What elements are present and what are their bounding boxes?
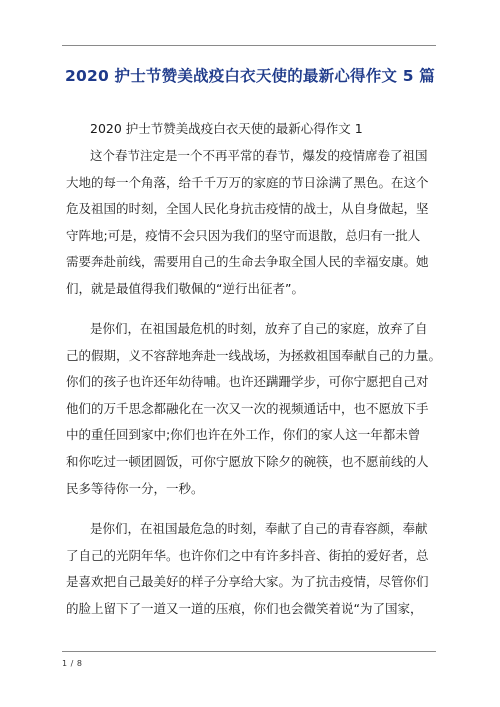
paragraph-line: 己的假期，义不容辞地奔赴一线战场，为拯救祖国奉献自己的力量。 <box>66 347 442 363</box>
footer-divider <box>62 651 436 652</box>
paragraph-line: 民多等待你一分，一秒。 <box>66 480 204 496</box>
paragraph <box>66 316 442 502</box>
paragraph-line: 了自己的光阴年华。也许你们之中有许多抖音、街拍的爱好者，总 <box>66 547 429 563</box>
paragraph-line: 守阵地;可是，疫情不会只因为我们的坚守而退散，总归有一批人 <box>66 227 421 243</box>
paragraph-line: 是喜欢把自己最美好的样子分享给大家。为了抗击疫情，尽管你们 <box>66 574 429 590</box>
paragraph-line: 中的重任回到家中;你们也许在外工作，你们的家人这一年都未曾 <box>66 427 421 443</box>
paragraph-line: 大地的每一个角落，给千千万万的家庭的节日涂满了黑色。在这个 <box>66 174 429 190</box>
header-divider <box>62 45 436 46</box>
paragraph-line: 需要奔赴前线，需要用自己的生命去争取全国人民的幸福安康。她 <box>66 254 429 270</box>
paragraph-line: 们，就是最值得我们敬佩的“逆行出征者”。 <box>66 280 304 296</box>
paragraph-line: 是你们，在祖国最危机的时刻，放弃了自己的家庭，放弃了自 <box>90 321 428 336</box>
page-number: 1 / 8 <box>62 659 83 668</box>
paragraph-line: 他们的万千思念都融化在一次又一次的视频通话中，也不愿放下手 <box>66 400 429 416</box>
paragraph-line: 你们的孩子也许还年幼待哺。也许还蹒跚学步，可你宁愿把自己对 <box>66 374 429 390</box>
paragraph-line: 和你吃过一顿团圆饭，可你宁愿放下除夕的碗筷，也不愿前线的人 <box>66 453 429 469</box>
section-heading: 2020 护士节赞美战疫白衣天使的最新心得作文 1 <box>90 121 363 136</box>
paragraph-line: 这个春节注定是一个不再平常的春节，爆发的疫情席卷了祖国 <box>90 148 428 163</box>
paragraph <box>66 516 438 622</box>
paragraph-line: 是你们，在祖国最危急的时刻，奉献了自己的青春容颜，奉献 <box>90 521 428 536</box>
document-title: 2020 护士节赞美战疫白衣天使的最新心得作文 5 篇 <box>64 67 435 85</box>
paragraph <box>66 143 438 303</box>
paragraph-line: 危及祖国的时刻，全国人民化身抗击疫情的战士，从自身做起，坚 <box>66 201 429 217</box>
paragraph-line: 的脸上留下了一道又一道的压痕，你们也会微笑着说“为了国家， <box>66 600 423 616</box>
